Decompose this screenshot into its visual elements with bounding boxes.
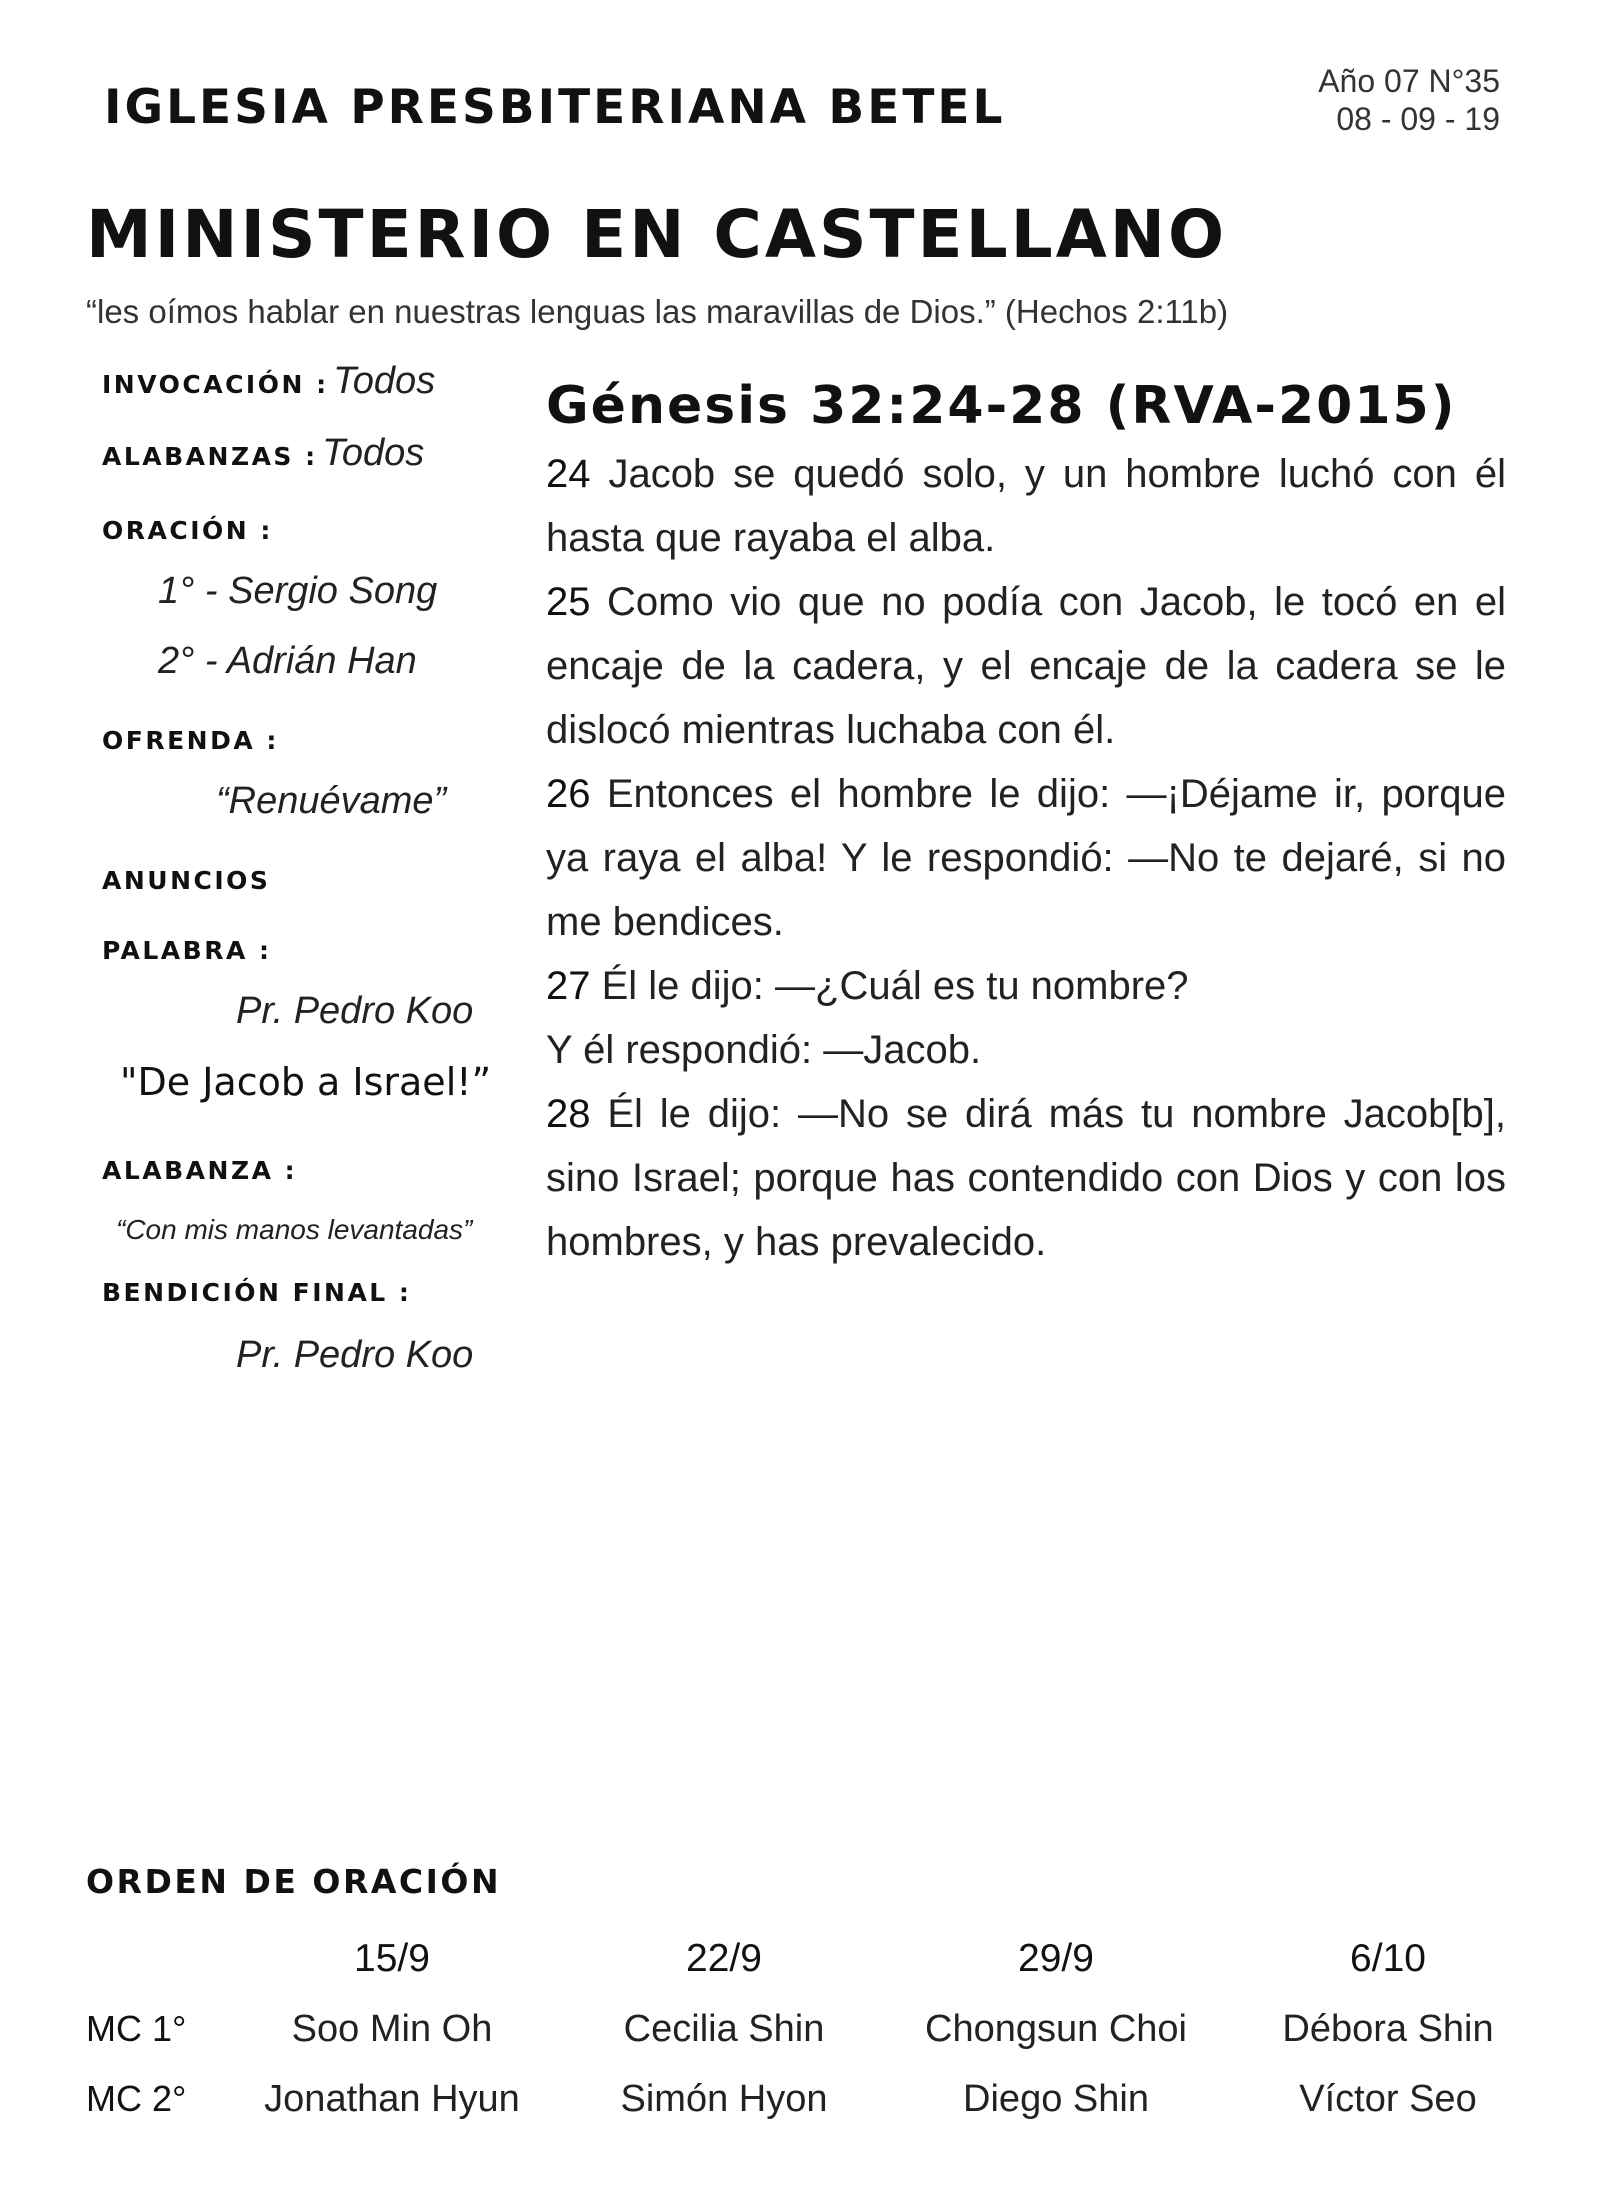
issue-number: Año 07 N°35 [1318, 63, 1500, 99]
prayer-date: 29/9 [1018, 1937, 1094, 1980]
verse-28 [546, 1082, 1506, 1274]
invocacion-value: Todos [333, 360, 436, 402]
church-name: IGLESIA PRESBITERIANA BETEL [104, 80, 1006, 135]
palabra-label: PALABRA : [102, 936, 272, 965]
bendicion-label: BENDICIÓN FINAL : [102, 1278, 412, 1307]
alabanzas-label: ALABANZAS : [102, 442, 318, 471]
prayer-name: Soo Min Oh [291, 2007, 493, 2050]
alabanza-value: “Con mis manos levantadas” [116, 1214, 473, 1245]
scripture-reference: Génesis 32:24-28 (RVA-2015) [546, 376, 1457, 436]
verse-number: 26 [546, 772, 591, 816]
prayer-date: 22/9 [686, 1937, 762, 1980]
oracion-label: ORACIÓN : [102, 516, 273, 545]
ministry-title: MINISTERIO EN CASTELLANO [86, 196, 1228, 273]
ofrenda-label: OFRENDA : [102, 726, 279, 755]
prayer-name: Víctor Seo [1299, 2077, 1477, 2120]
oracion-first: 1° - Sergio Song [158, 570, 438, 612]
prayer-name: Débora Shin [1282, 2007, 1494, 2050]
table-row [86, 2064, 1554, 2134]
prayer-name: Chongsun Choi [925, 2007, 1187, 2050]
prayer-name: Cecilia Shin [623, 2007, 825, 2050]
palabra-preacher: Pr. Pedro Koo [236, 990, 474, 1032]
verse-text: Jacob se quedó solo, y un hombre luchó con él hasta que rayaba el alba. [546, 452, 1506, 560]
verse-27-continued [546, 1018, 1506, 1082]
scripture-passage [546, 376, 1506, 1274]
verse-number: 28 [546, 1092, 591, 1136]
issue-date: 08 - 09 - 19 [1336, 101, 1500, 137]
prayer-date: 6/10 [1350, 1937, 1426, 1980]
epigraph: “les oímos hablar en nuestras lenguas las maravillas de Dios.” (Hechos 2:11b) [86, 293, 1229, 330]
verse-text: Él le dijo: —¿Cuál es tu nombre? [590, 964, 1189, 1008]
invocacion-label: INVOCACIÓN : [102, 370, 329, 399]
verse-26 [546, 762, 1506, 954]
alabanza-label: ALABANZA : [102, 1156, 298, 1185]
alabanzas-row [102, 432, 424, 475]
bendicion-value: Pr. Pedro Koo [236, 1334, 474, 1376]
prayer-name: Diego Shin [963, 2077, 1149, 2120]
table-row [86, 1994, 1554, 2064]
oracion-second: 2° - Adrián Han [158, 640, 417, 682]
empty-header [86, 1924, 226, 1994]
invocacion-row [102, 360, 435, 403]
issue-info [1318, 62, 1500, 138]
prayer-dates-row [86, 1924, 1554, 1994]
verse-text: Y él respondió: —Jacob. [546, 1028, 982, 1072]
verse-27 [546, 954, 1506, 1018]
verse-number: 24 [546, 452, 591, 496]
sermon-title: "De Jacob a Israel!” [120, 1060, 492, 1104]
verse-25 [546, 570, 1506, 762]
verse-text: Entonces el hombre le dijo: —¡Déjame ir, porque ya raya el alba! Y le respondió: —No te dejaré, si no me bendices. [546, 772, 1506, 944]
verse-number: 25 [546, 580, 591, 624]
prayer-name: Simón Hyon [620, 2077, 828, 2120]
prayer-order-title: ORDEN DE ORACIÓN [86, 1862, 502, 1901]
row-label: MC 1° [86, 2008, 187, 2049]
verse-text: Como vio que no podía con Jacob, le tocó en el encaje de la cadera, y el encaje de la cadera se le dislocó mientras luchaba con él. [546, 580, 1506, 752]
ofrenda-value: “Renuévame” [216, 780, 447, 822]
anuncios-label: ANUNCIOS [102, 866, 271, 895]
prayer-name: Jonathan Hyun [264, 2077, 520, 2120]
row-label: MC 2° [86, 2078, 187, 2119]
prayer-date: 15/9 [354, 1937, 430, 1980]
verse-text: Él le dijo: —No se dirá más tu nombre Jacob[b], sino Israel; porque has contendido con Dios y con los hombres, y has prevalecido. [546, 1092, 1506, 1264]
alabanzas-value: Todos [322, 432, 425, 474]
prayer-order-table [86, 1924, 1554, 2134]
verse-number: 27 [546, 964, 591, 1008]
verse-24 [546, 442, 1506, 570]
